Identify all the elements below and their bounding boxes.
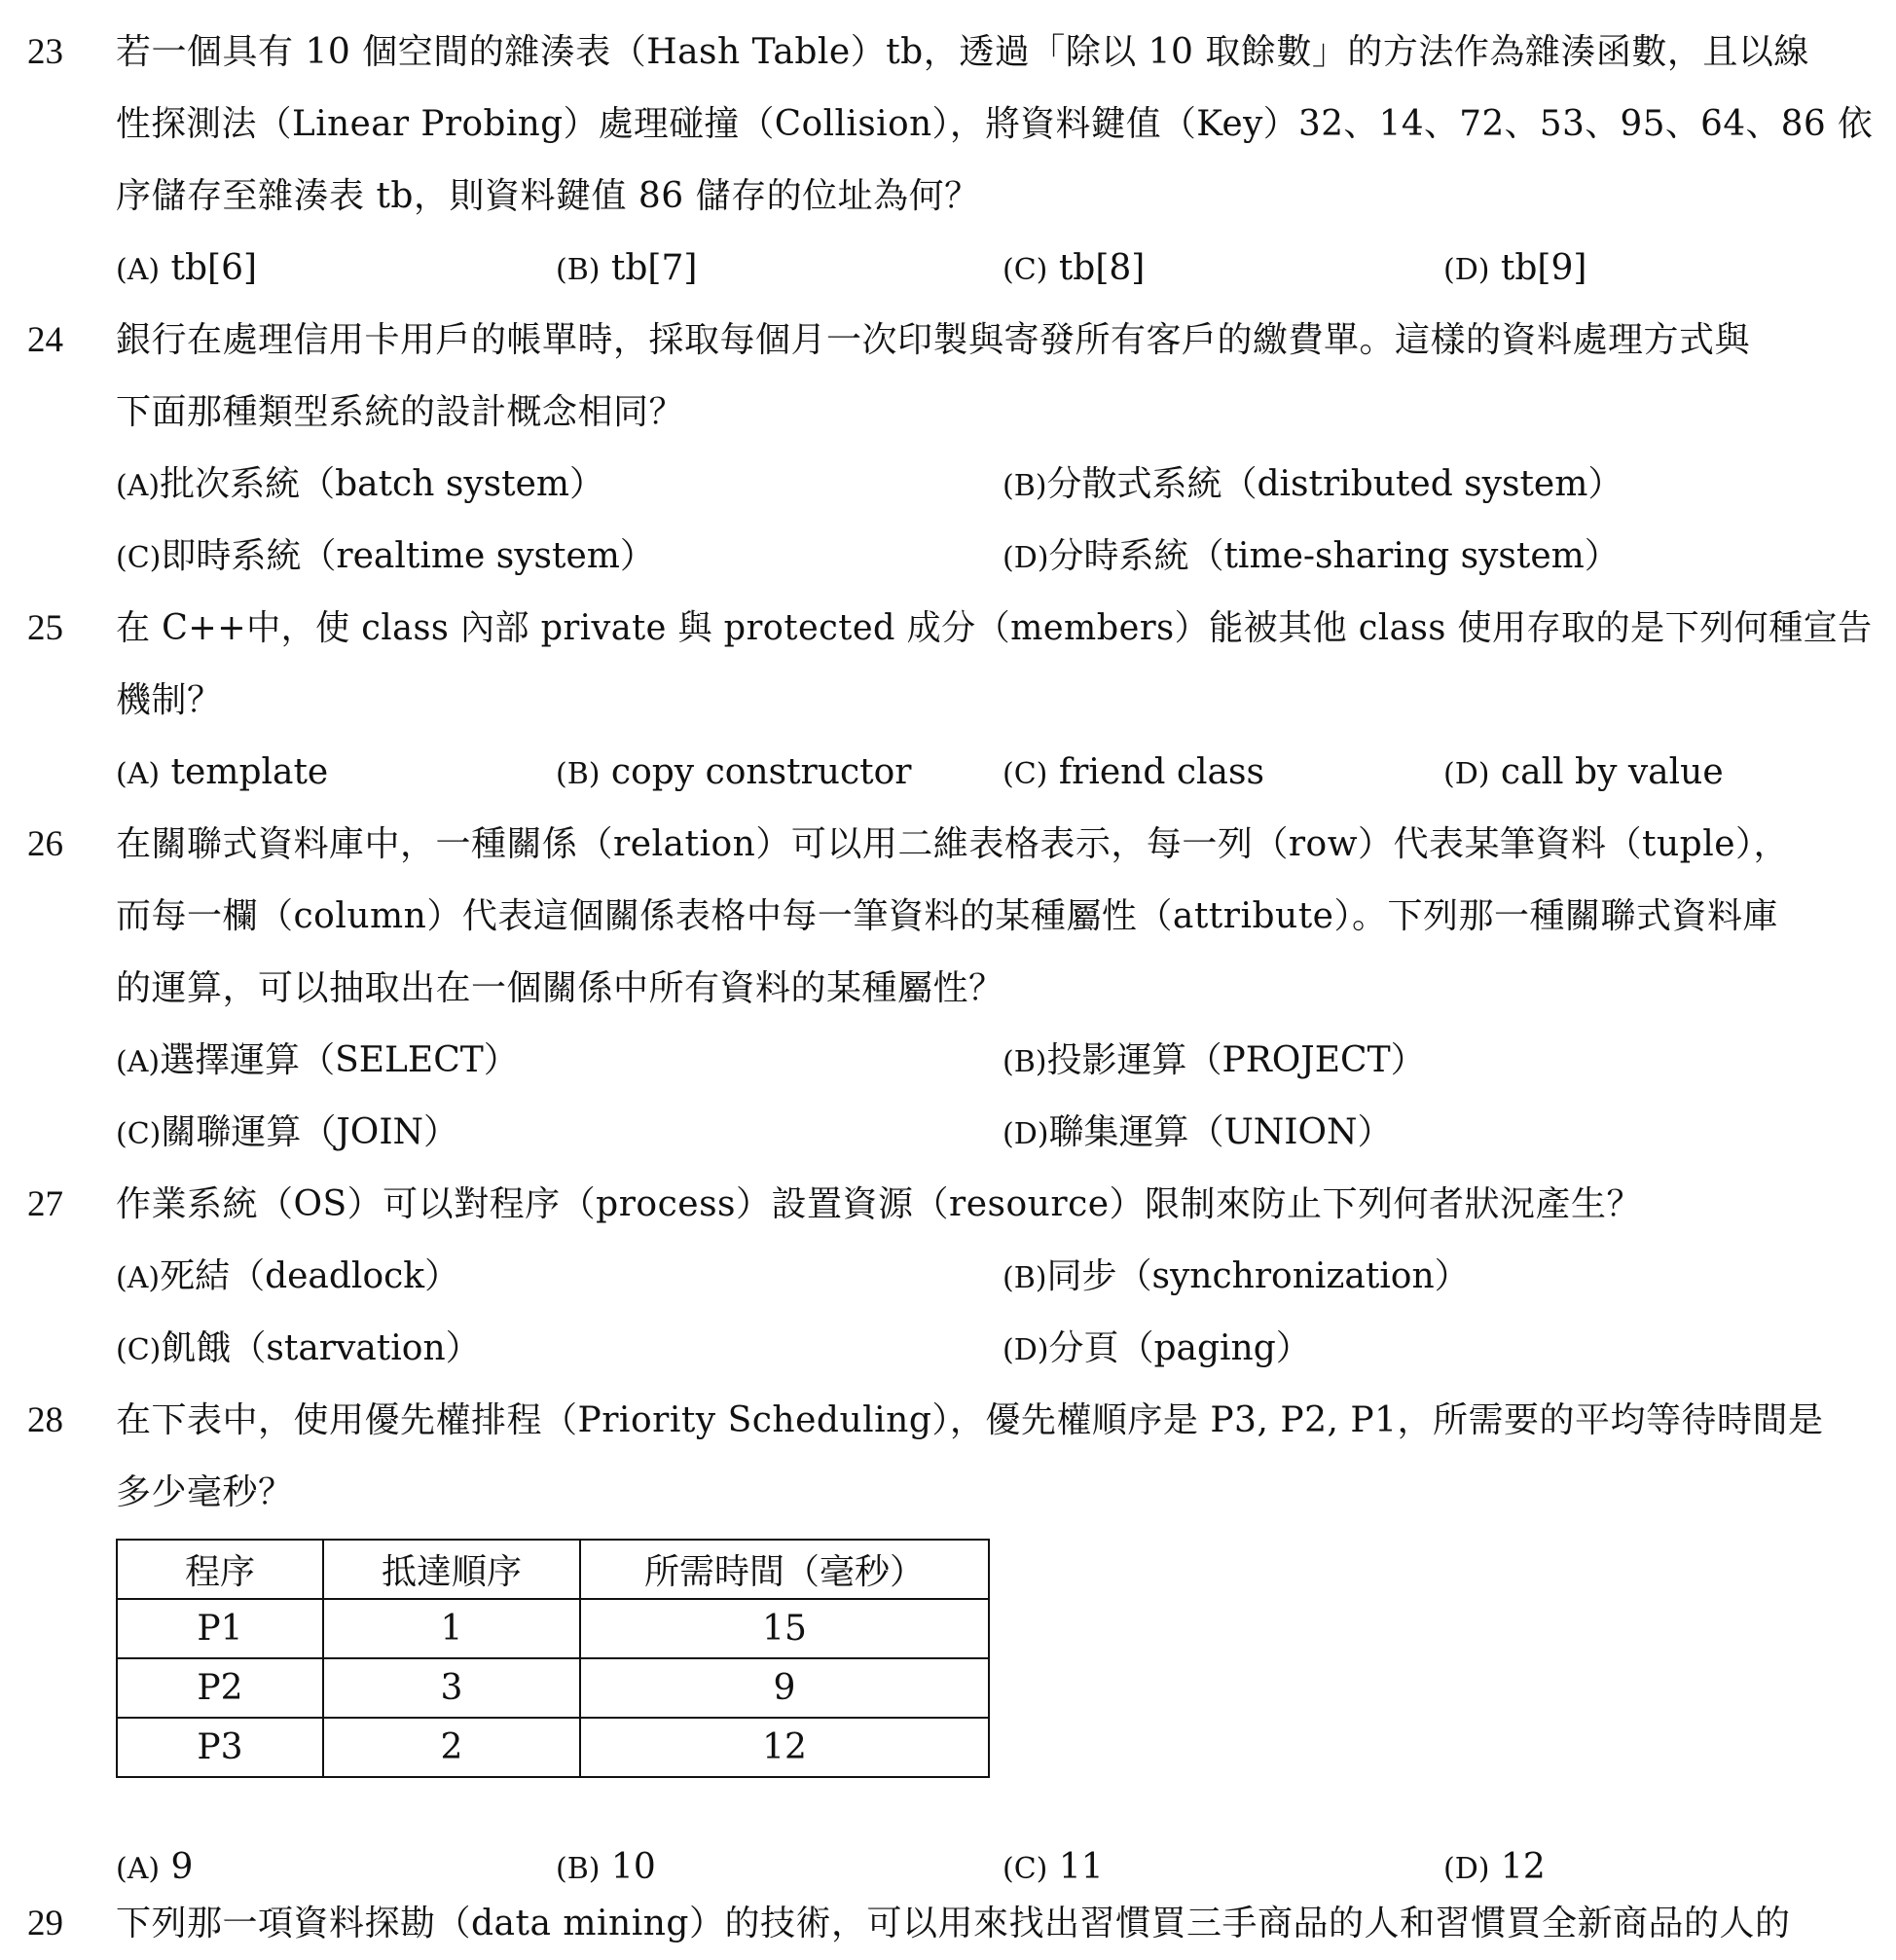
option-label: (A) bbox=[116, 253, 161, 287]
table-cell: 15 bbox=[580, 1599, 989, 1658]
option-label: (C) bbox=[1003, 1852, 1048, 1886]
question-stem bbox=[116, 1169, 1873, 1241]
table-cell: 2 bbox=[323, 1718, 580, 1777]
option-d bbox=[1003, 521, 1620, 595]
option-text: tb[9] bbox=[1500, 248, 1587, 288]
option-label: (D) bbox=[1003, 1117, 1049, 1151]
table-cell: 3 bbox=[323, 1658, 580, 1718]
option-text: tb[7] bbox=[610, 248, 698, 288]
option-label: (C) bbox=[116, 541, 162, 575]
option-b bbox=[1003, 1241, 1470, 1315]
question-number: 23 bbox=[27, 32, 63, 72]
question-stem bbox=[116, 17, 1873, 233]
option-label: (D) bbox=[1443, 253, 1490, 287]
stem-line: 在 C++中，使 class 內部 private 與 protected 成分（members）能被其他 class 使用存取的是下列何種宣告 bbox=[116, 608, 1873, 648]
option-label: (B) bbox=[556, 757, 601, 791]
option-label: (D) bbox=[1003, 1333, 1049, 1367]
table-header-cell: 程序 bbox=[117, 1540, 323, 1599]
question-stem bbox=[116, 809, 1873, 1025]
table-header-row bbox=[117, 1540, 989, 1599]
option-text: 12 bbox=[1500, 1847, 1546, 1887]
option-text: tb[8] bbox=[1058, 248, 1146, 288]
option-d bbox=[1003, 1313, 1311, 1387]
option-text: 聯集運算（UNION） bbox=[1048, 1112, 1393, 1152]
option-text: 批次系統（batch system） bbox=[160, 464, 605, 504]
question-number: 28 bbox=[27, 1400, 63, 1440]
stem-line: 機制？ bbox=[116, 680, 223, 720]
option-a bbox=[116, 1241, 459, 1315]
option-text: 飢餓（starvation） bbox=[161, 1328, 481, 1368]
stem-line: 若一個具有 10 個空間的雜湊表（Hash Table）tb，透過「除以 10 取餘數」的方法作為雜湊函數，且以線 bbox=[116, 32, 1809, 72]
option-label: (D) bbox=[1443, 1852, 1490, 1886]
option-c bbox=[1003, 737, 1264, 811]
stem-line: 而每一欄（column）代表這個關係表格中每一筆資料的某種屬性（attribute）。下列那一種關聯式資料庫 bbox=[116, 896, 1778, 936]
option-text: 即時系統（realtime system） bbox=[161, 536, 655, 576]
option-text: copy constructor bbox=[610, 752, 912, 792]
option-label: (A) bbox=[116, 469, 161, 503]
option-label: (B) bbox=[556, 253, 601, 287]
table-cell: 9 bbox=[580, 1658, 989, 1718]
stem-line: 的運算，可以抽取出在一個關係中所有資料的某種屬性？ bbox=[116, 968, 1004, 1008]
stem-line: 下列那一項資料探勘（data mining）的技術，可以用來找出習慣買三手商品的人和習慣買全新商品的人的 bbox=[116, 1904, 1791, 1943]
option-text: 10 bbox=[610, 1847, 656, 1887]
option-label: (C) bbox=[1003, 757, 1048, 791]
question-stem bbox=[116, 1888, 1873, 1960]
question-number: 29 bbox=[27, 1904, 63, 1943]
stem-line: 序儲存至雜湊表 tb，則資料鍵值 86 儲存的位址為何？ bbox=[116, 176, 980, 216]
option-label: (A) bbox=[116, 1261, 161, 1295]
question-number: 25 bbox=[27, 608, 63, 648]
option-text: 關聯運算（JOIN） bbox=[161, 1112, 459, 1152]
option-label: (C) bbox=[1003, 253, 1048, 287]
option-d bbox=[1443, 737, 1724, 811]
option-text: call by value bbox=[1500, 752, 1724, 792]
scheduling-table bbox=[116, 1539, 990, 1778]
stem-line: 銀行在處理信用卡用戶的帳單時，採取每個月一次印製與寄發所有客戶的繳費單。這樣的資料處理方式與 bbox=[116, 320, 1751, 360]
option-label: (B) bbox=[1003, 1261, 1047, 1295]
option-b bbox=[556, 737, 911, 811]
table-header-cell: 所需時間（毫秒） bbox=[580, 1540, 989, 1599]
option-text: 選擇運算（SELECT） bbox=[160, 1040, 519, 1080]
stem-line: 多少毫秒？ bbox=[116, 1472, 294, 1512]
option-a bbox=[116, 449, 604, 523]
option-text: 同步（synchronization） bbox=[1046, 1256, 1470, 1296]
stem-line: 作業系統（OS）可以對程序（process）設置資源（resource）限制來防止下列何者狀況產生？ bbox=[116, 1184, 1643, 1224]
question-stem bbox=[116, 1385, 1873, 1529]
stem-line: 下面那種類型系統的設計概念相同？ bbox=[116, 392, 685, 432]
option-d bbox=[1003, 1097, 1393, 1171]
table-cell: 1 bbox=[323, 1599, 580, 1658]
table-header-cell: 抵達順序 bbox=[323, 1540, 580, 1599]
question-number: 26 bbox=[27, 824, 63, 864]
option-a bbox=[116, 233, 257, 307]
question-stem bbox=[116, 593, 1873, 737]
stem-line: 性探測法（Linear Probing）處理碰撞（Collision），將資料鍵值（Key）32、14、72、53、95、64、86 依 bbox=[116, 104, 1874, 144]
option-label: (A) bbox=[116, 757, 161, 791]
option-text: 分時系統（time-sharing system） bbox=[1048, 536, 1620, 576]
option-label: (C) bbox=[116, 1117, 162, 1151]
option-b bbox=[556, 233, 697, 307]
option-a bbox=[116, 1025, 519, 1099]
question-number: 27 bbox=[27, 1184, 63, 1224]
option-label: (C) bbox=[116, 1333, 162, 1367]
option-b bbox=[1003, 449, 1623, 523]
stem-line: 在下表中，使用優先權排程（Priority Scheduling），優先權順序是 P3, P2, P1，所需要的平均等待時間是 bbox=[116, 1400, 1824, 1440]
option-label: (B) bbox=[1003, 1045, 1047, 1079]
stem-line: 在關聯式資料庫中，一種關係（relation）可以用二維表格表示，每一列（row）代表某筆資料（tuple）， bbox=[116, 824, 1790, 864]
option-text: 投影運算（PROJECT） bbox=[1046, 1040, 1426, 1080]
option-text: friend class bbox=[1058, 752, 1264, 792]
table-cell: P3 bbox=[117, 1718, 323, 1777]
option-text: 11 bbox=[1058, 1847, 1104, 1887]
option-c bbox=[116, 521, 655, 595]
option-text: 9 bbox=[170, 1847, 194, 1887]
table-cell: P2 bbox=[117, 1658, 323, 1718]
option-text: 分頁（paging） bbox=[1048, 1328, 1311, 1368]
option-text: template bbox=[170, 752, 329, 792]
question-number: 24 bbox=[27, 320, 63, 360]
option-b bbox=[1003, 1025, 1426, 1099]
option-text: tb[6] bbox=[170, 248, 258, 288]
option-label: (B) bbox=[1003, 469, 1047, 503]
option-a bbox=[116, 737, 328, 811]
table-cell: P1 bbox=[117, 1599, 323, 1658]
option-label: (A) bbox=[116, 1045, 161, 1079]
question-stem bbox=[116, 305, 1873, 449]
option-label: (A) bbox=[116, 1852, 161, 1886]
option-label: (D) bbox=[1003, 541, 1049, 575]
option-label: (B) bbox=[556, 1852, 601, 1886]
option-c bbox=[1003, 233, 1145, 307]
option-c bbox=[116, 1097, 458, 1171]
option-text: 死結（deadlock） bbox=[160, 1256, 460, 1296]
table-row bbox=[117, 1718, 989, 1777]
table-row bbox=[117, 1599, 989, 1658]
option-label: (D) bbox=[1443, 757, 1490, 791]
option-text: 分散式系統（distributed system） bbox=[1046, 464, 1623, 504]
table-cell: 12 bbox=[580, 1718, 989, 1777]
option-d bbox=[1443, 233, 1586, 307]
option-c bbox=[116, 1313, 481, 1387]
table-row bbox=[117, 1658, 989, 1718]
